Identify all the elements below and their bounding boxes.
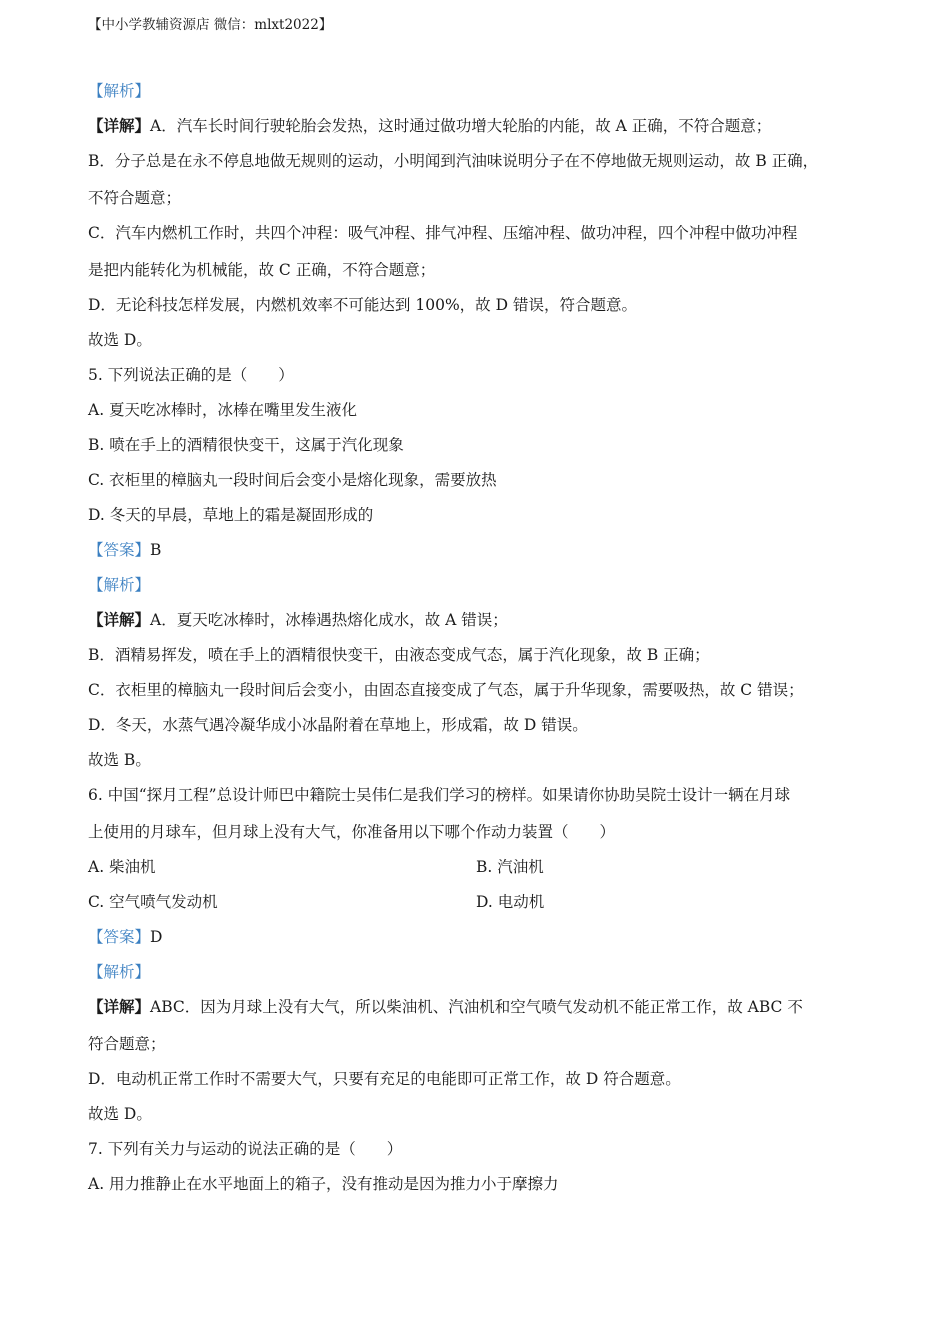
answer-tag: 【答案】 (88, 541, 151, 559)
analysis-heading: 【解析】 (88, 82, 151, 100)
answer-line (88, 926, 868, 961)
answer-value: D (150, 928, 163, 946)
detail-tag: 【详解】 (88, 997, 151, 1016)
choice-conclusion: 故选 D。 (88, 1105, 152, 1123)
detail-line (88, 115, 868, 150)
answer-tag: 【答案】 (88, 928, 151, 946)
option-d: D. 电动机 (476, 893, 545, 911)
detail-tag: 【详解】 (88, 610, 151, 629)
detail-line: D．电动机正常工作时不需要大气，只要有充足的电能即可正常工作，故 D 符合题意。 (88, 1070, 681, 1088)
detail-line: 符合题意； (88, 1035, 166, 1053)
detail-line: C．衣柜里的樟脑丸一段时间后会变小，由固态直接变成了气态，属于升华现象，需要吸热，故 C 错误； (88, 681, 804, 699)
option-c: C. 衣柜里的樟脑丸一段时间后会变小是熔化现象，需要放热 (88, 471, 497, 489)
option-b: B. 汽油机 (476, 858, 544, 876)
option-a: A. 柴油机 (88, 858, 156, 876)
choice-conclusion: 故选 D。 (88, 331, 152, 349)
question-stem: 7. 下列有关力与运动的说法正确的是（ ） (88, 1140, 403, 1158)
document-body (88, 80, 868, 1208)
question-stem: 5. 下列说法正确的是（ ） (88, 366, 294, 384)
option-a: A. 用力推静止在水平地面上的箱子，没有推动是因为推力小于摩擦力 (88, 1175, 559, 1193)
option-d: D. 冬天的早晨，草地上的霜是凝固形成的 (88, 506, 374, 524)
analysis-heading: 【解析】 (88, 963, 151, 981)
detail-line (88, 609, 868, 644)
question-stem: 6. 中国“探月工程”总设计师巴中籍院士吴伟仁是我们学习的榜样。如果请你协助吴院士设计一辆在月球 (88, 786, 791, 804)
detail-tag: 【详解】 (88, 116, 151, 135)
page-header: 【中小学教辅资源店 微信：mlxt2022】 (88, 17, 333, 33)
option-c: C. 空气喷气发动机 (88, 893, 218, 911)
answer-line (88, 539, 868, 574)
option-a: A. 夏天吃冰棒时，冰棒在嘴里发生液化 (88, 401, 358, 419)
question-stem: 上使用的月球车，但月球上没有大气，你准备用以下哪个作动力装置（ ） (88, 823, 616, 841)
options-row (88, 856, 868, 891)
detail-line: C．汽车内燃机工作时，共四个冲程：吸气冲程、排气冲程、压缩冲程、做功冲程，四个冲程中做功冲程 (88, 224, 798, 242)
detail-line: D．无论科技怎样发展，内燃机效率不可能达到 100%，故 D 错误，符合题意。 (88, 296, 637, 314)
analysis-heading: 【解析】 (88, 576, 151, 594)
detail-line: B．酒精易挥发，喷在手上的酒精很快变干，由液态变成气态，属于汽化现象，故 B 正确； (88, 646, 710, 664)
detail-text: A．夏天吃冰棒时，冰棒遇热熔化成水，故 A 错误； (150, 611, 508, 629)
answer-value: B (150, 541, 162, 559)
option-b: B. 喷在手上的酒精很快变干，这属于汽化现象 (88, 436, 404, 454)
options-row (88, 891, 868, 926)
detail-line (88, 996, 868, 1033)
detail-line: 是把内能转化为机械能，故 C 正确，不符合题意； (88, 261, 436, 279)
choice-conclusion: 故选 B。 (88, 751, 151, 769)
detail-line: 不符合题意； (88, 189, 182, 207)
detail-line: B．分子总是在永不停息地做无规则的运动，小明闻到汽油味说明分子在不停地做无规则运动，故 B 正确， (88, 152, 819, 170)
detail-line: D．冬天，水蒸气遇冷凝华成小冰晶附着在草地上，形成霜，故 D 错误。 (88, 716, 588, 734)
detail-text: A．汽车长时间行驶轮胎会发热，这时通过做功增大轮胎的内能，故 A 正确，不符合题意； (150, 117, 772, 135)
detail-text: ABC．因为月球上没有大气，所以柴油机、汽油机和空气喷气发动机不能正常工作，故 ABC 不 (150, 998, 803, 1016)
